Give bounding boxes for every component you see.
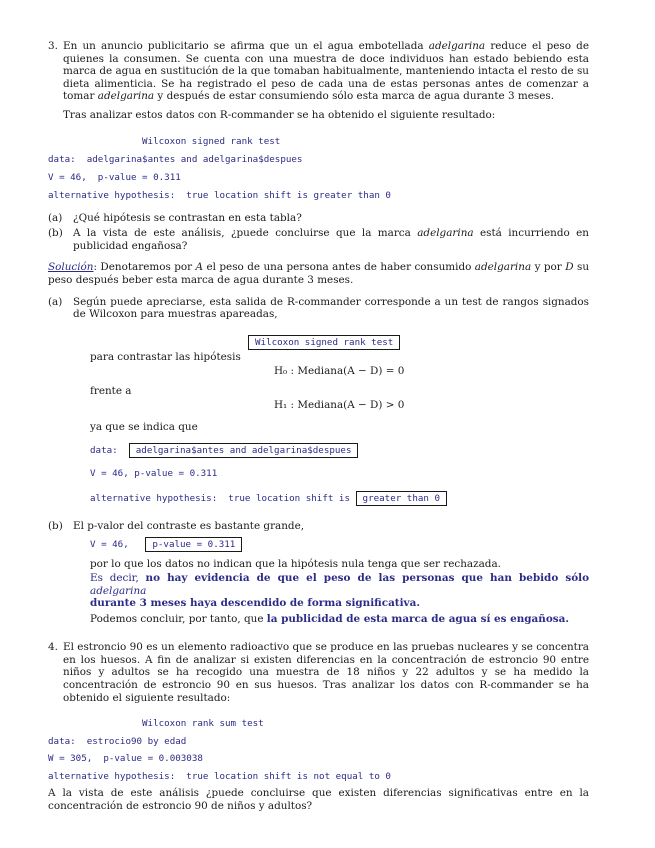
solution-intro: Solución: Denotaremos por A el peso de una persona antes de haber consumido adelgarina y por D su peso después beber esta marca de agua durante 3 meses. [48,261,590,286]
solution-a-details [48,335,589,495]
solution-b: (b) El p-valor del contraste es bastante grande, [48,519,305,532]
item-b: (b) A la vista de este análisis, ¿puede concluirse que la marca adelgarina está incurriendo en publicidad engañosa? [48,227,590,252]
alt-line: alternative hypothesis: true location shift is greater than 0 [48,189,391,201]
null-hypothesis: H₀ : Mediana(A − D) = 0 [274,364,405,377]
stat-line: W = 305, p-value = 0.003038 [48,753,203,765]
stat-line: V = 46, p-value = 0.311 [48,171,181,183]
solution-b-details [48,537,589,625]
solution-a: (a) Según puede apreciarse, esta salida de R-commander corresponde a un test de rangos signados de Wilcoxon para muestras apareadas, [48,295,589,321]
item-text: ¿Qué hipótesis se contrastan en esta tabla? [73,211,302,224]
item-label: (a) [48,211,63,224]
r-output [48,134,589,204]
test-title: Wilcoxon rank sum test [142,718,264,730]
question-number: 4. [48,641,58,654]
data-line-boxed: data: adelgarina$antes and adelgarina$despues [90,443,358,458]
conclusion-1: por lo que los datos no indican que la hipótesis nula tenga que ser rechazada. [90,558,501,571]
item-label: (b) [48,227,63,240]
question-intro: El estroncio 90 es un elemento radioactivo que se produce en las pruebas nucleares y se concentra en los huesos. A fin de analizar si existen diferencias en la concentración de estroncio 90 entre niños y adultos se ha recogido una muestra de 18 niños y 22 adultos y se ha medido la concentración de estroncio 90 en sus huesos. Tras analizar los datos con R-commander se ha obtenido el siguiente resultado: [63,641,589,704]
alt-line-boxed: alternative hypothesis: true location shift is greater than 0 [48,491,589,506]
question-intro: En un anuncio publicitario se afirma que un el agua embotellada adelgarina reduce el peso de quienes la consumen. Se cuenta con una muestra de doce individuos han estado bebiendo esta marca de agua en sustitución de la que tomaban habitualmente, manteniendo intacta el resto de su dieta alimenticia. Se ha registrado el peso de cada una de estas personas antes de comenzar a tomar adelgarina y después de estar consumiendo sólo esta marca de agua durante 3 meses. [63,40,589,103]
contrast-text: para contrastar las hipótesis [90,350,241,363]
r-output-q4 [48,716,589,785]
stat-line-solution: V = 46, p-value = 0.311 [90,467,218,479]
question-4 [48,641,589,704]
question-items [48,212,589,253]
alt-hypothesis: H₁ : Mediana(A − D) > 0 [274,398,405,411]
conclusion-3: Podemos concluir, por tanto, que la publicidad de esta marca de agua sí es engañosa. [90,612,569,625]
question-4-prompt: A la vista de este análisis ¿puede concluirse que existen diferencias significativas entre en la concentración de estroncio 90 de niños y adultos? [48,787,589,812]
alt-line: alternative hypothesis: true location shift is not equal to 0 [48,771,391,783]
since-text: ya que se indica que [90,420,198,433]
boxed-test-title: Wilcoxon signed rank test [248,335,400,350]
question-number: 3. [48,40,58,52]
item-a [48,212,589,225]
question-3 [48,40,589,122]
data-line: data: estrocio90 by edad [48,736,187,748]
data-line: data: adelgarina$antes and adelgarina$despues [48,153,303,165]
versus-text: frente a [90,384,132,397]
solution-label: Solución [48,261,94,274]
analysis-intro: Tras analizar estos datos con R-commander se ha obtenido el siguiente resultado: [63,108,496,121]
conclusion-2: Es decir, no hay evidencia de que el peso de las personas que han bebido sólo adelgarina durante 3 meses haya descendido de forma significativa. [90,571,590,610]
exercise-page [48,40,589,812]
p-value-line: V = 46, p-value = 0.311 [90,537,589,552]
test-title: Wilcoxon signed rank test [142,135,281,147]
